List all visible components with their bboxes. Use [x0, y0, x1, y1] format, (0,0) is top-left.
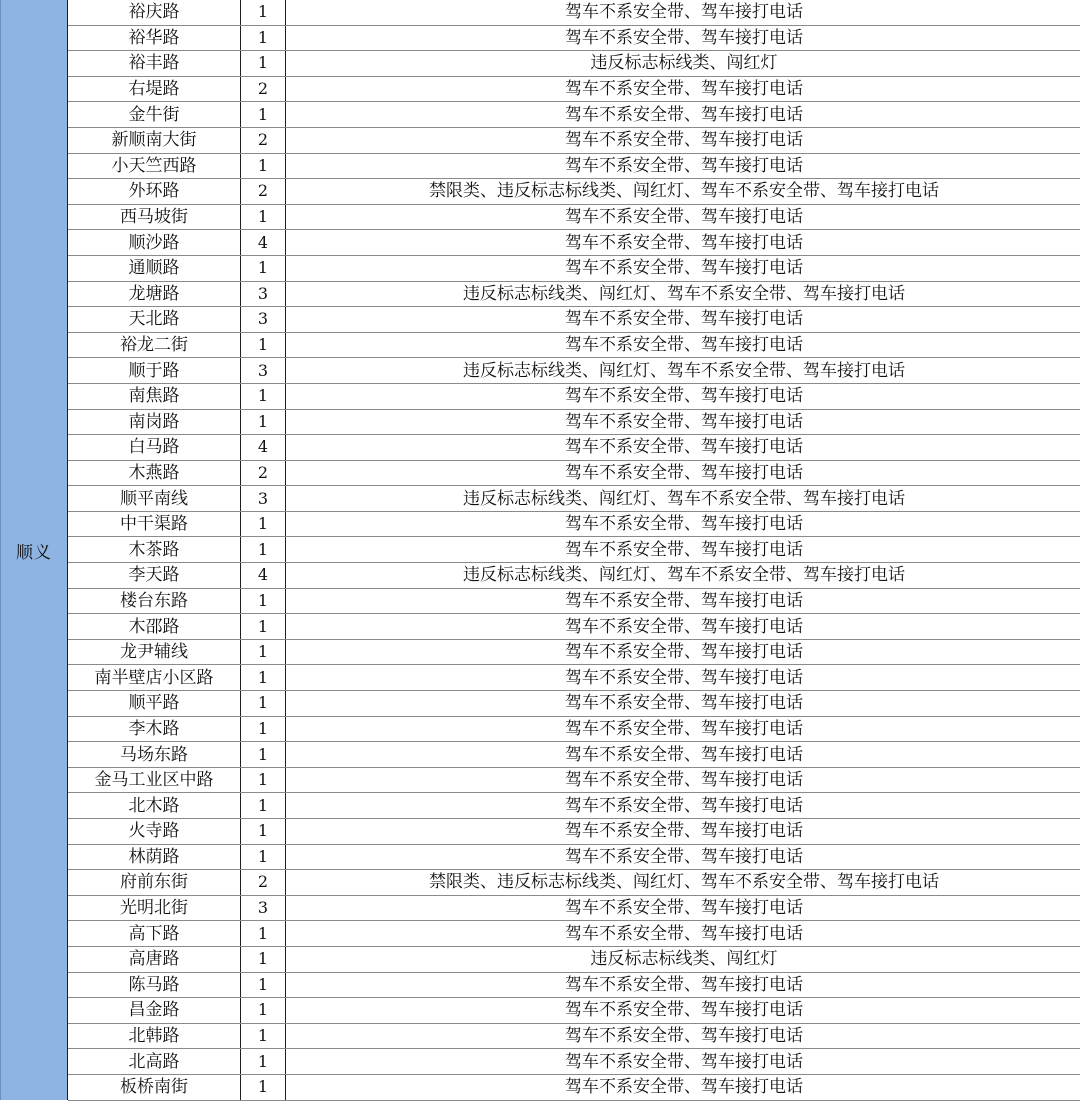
violation-count-cell: 3	[241, 895, 286, 921]
road-name-cell: 裕丰路	[68, 51, 241, 77]
violation-types-cell: 驾车不系安全带、驾车接打电话	[286, 460, 1080, 486]
violation-types-cell: 驾车不系安全带、驾车接打电话	[286, 819, 1080, 845]
violation-count-cell: 3	[241, 307, 286, 333]
road-name-cell: 南岗路	[68, 409, 241, 435]
table-row	[68, 563, 1080, 589]
road-name-cell: 北高路	[68, 1049, 241, 1075]
violation-types-cell: 驾车不系安全带、驾车接打电话	[286, 204, 1080, 230]
table-row	[68, 895, 1080, 921]
violation-types-cell: 驾车不系安全带、驾车接打电话	[286, 230, 1080, 256]
violation-count-cell: 1	[241, 1023, 286, 1049]
violation-count-cell: 4	[241, 563, 286, 589]
table-row	[68, 281, 1080, 307]
road-name-cell: 白马路	[68, 435, 241, 461]
violation-count-cell: 1	[241, 0, 286, 25]
violation-table	[68, 0, 1080, 1101]
table-row	[68, 1049, 1080, 1075]
road-name-cell: 顺平南线	[68, 486, 241, 512]
road-name-cell: 龙塘路	[68, 281, 241, 307]
table-row	[68, 0, 1080, 25]
violation-types-cell: 禁限类、违反标志标线类、闯红灯、驾车不系安全带、驾车接打电话	[286, 870, 1080, 896]
road-name-cell: 南半壁店小区路	[68, 665, 241, 691]
violation-count-cell: 1	[241, 972, 286, 998]
violation-count-cell: 1	[241, 204, 286, 230]
violation-types-cell: 违反标志标线类、闯红灯、驾车不系安全带、驾车接打电话	[286, 358, 1080, 384]
violation-types-cell: 驾车不系安全带、驾车接打电话	[286, 255, 1080, 281]
road-name-cell: 新顺南大街	[68, 127, 241, 153]
violation-count-cell: 1	[241, 332, 286, 358]
violation-types-cell: 驾车不系安全带、驾车接打电话	[286, 307, 1080, 333]
violation-count-cell: 1	[241, 383, 286, 409]
violation-types-cell: 驾车不系安全带、驾车接打电话	[286, 1023, 1080, 1049]
violation-types-cell: 违反标志标线类、闯红灯、驾车不系安全带、驾车接打电话	[286, 281, 1080, 307]
table-row	[68, 793, 1080, 819]
violation-count-cell: 1	[241, 844, 286, 870]
violation-types-cell: 驾车不系安全带、驾车接打电话	[286, 25, 1080, 51]
road-name-cell: 高唐路	[68, 946, 241, 972]
violation-count-cell: 1	[241, 614, 286, 640]
violation-types-cell: 驾车不系安全带、驾车接打电话	[286, 998, 1080, 1024]
road-name-cell: 高下路	[68, 921, 241, 947]
road-name-cell: 木茶路	[68, 537, 241, 563]
violation-count-cell: 2	[241, 179, 286, 205]
district-cell: 顺义	[0, 0, 68, 1100]
table-row	[68, 665, 1080, 691]
table-row	[68, 204, 1080, 230]
violation-types-cell: 驾车不系安全带、驾车接打电话	[286, 332, 1080, 358]
violation-types-cell: 驾车不系安全带、驾车接打电话	[286, 537, 1080, 563]
table-row	[68, 537, 1080, 563]
violation-types-cell: 禁限类、违反标志标线类、闯红灯、驾车不系安全带、驾车接打电话	[286, 179, 1080, 205]
violation-types-cell: 驾车不系安全带、驾车接打电话	[286, 1074, 1080, 1100]
road-name-cell: 光明北街	[68, 895, 241, 921]
violation-count-cell: 3	[241, 358, 286, 384]
road-name-cell: 南焦路	[68, 383, 241, 409]
road-name-cell: 木燕路	[68, 460, 241, 486]
road-name-cell: 顺于路	[68, 358, 241, 384]
road-name-cell: 林荫路	[68, 844, 241, 870]
road-name-cell: 天北路	[68, 307, 241, 333]
violation-types-cell: 驾车不系安全带、驾车接打电话	[286, 716, 1080, 742]
violation-types-cell: 驾车不系安全带、驾车接打电话	[286, 383, 1080, 409]
violation-types-cell: 驾车不系安全带、驾车接打电话	[286, 153, 1080, 179]
table-row	[68, 435, 1080, 461]
table-row	[68, 614, 1080, 640]
violation-types-cell: 驾车不系安全带、驾车接打电话	[286, 435, 1080, 461]
violation-types-cell: 驾车不系安全带、驾车接打电话	[286, 895, 1080, 921]
violation-types-cell: 驾车不系安全带、驾车接打电话	[286, 921, 1080, 947]
road-name-cell: 龙尹辅线	[68, 639, 241, 665]
road-name-cell: 西马坡街	[68, 204, 241, 230]
table-row	[68, 460, 1080, 486]
table-row	[68, 51, 1080, 77]
violation-count-cell: 1	[241, 716, 286, 742]
table-row	[68, 511, 1080, 537]
violation-count-cell: 1	[241, 511, 286, 537]
table-row	[68, 383, 1080, 409]
road-name-cell: 通顺路	[68, 255, 241, 281]
violation-types-cell: 违反标志标线类、闯红灯	[286, 51, 1080, 77]
road-name-cell: 木邵路	[68, 614, 241, 640]
table-row	[68, 127, 1080, 153]
table-row	[68, 307, 1080, 333]
violation-types-cell: 驾车不系安全带、驾车接打电话	[286, 639, 1080, 665]
violation-types-cell: 驾车不系安全带、驾车接打电话	[286, 767, 1080, 793]
violation-types-cell: 违反标志标线类、闯红灯、驾车不系安全带、驾车接打电话	[286, 563, 1080, 589]
table-row	[68, 255, 1080, 281]
table-row	[68, 819, 1080, 845]
violation-count-cell: 1	[241, 691, 286, 717]
violation-count-cell: 1	[241, 921, 286, 947]
violation-count-cell: 1	[241, 537, 286, 563]
road-name-cell: 金马工业区中路	[68, 767, 241, 793]
table-row	[68, 921, 1080, 947]
violation-count-cell: 1	[241, 639, 286, 665]
violation-count-cell: 1	[241, 998, 286, 1024]
table-row	[68, 972, 1080, 998]
table-row	[68, 25, 1080, 51]
road-name-cell: 李天路	[68, 563, 241, 589]
table-row	[68, 486, 1080, 512]
table-row	[68, 409, 1080, 435]
road-name-cell: 顺平路	[68, 691, 241, 717]
road-name-cell: 北韩路	[68, 1023, 241, 1049]
road-name-cell: 板桥南街	[68, 1074, 241, 1100]
violation-types-cell: 驾车不系安全带、驾车接打电话	[286, 409, 1080, 435]
violation-types-cell: 驾车不系安全带、驾车接打电话	[286, 844, 1080, 870]
road-name-cell: 小天竺西路	[68, 153, 241, 179]
road-name-cell: 顺沙路	[68, 230, 241, 256]
violation-types-cell: 驾车不系安全带、驾车接打电话	[286, 691, 1080, 717]
road-name-cell: 府前东街	[68, 870, 241, 896]
violation-count-cell: 4	[241, 435, 286, 461]
road-name-cell: 裕龙二街	[68, 332, 241, 358]
violation-count-cell: 2	[241, 870, 286, 896]
violation-count-cell: 1	[241, 742, 286, 768]
violation-types-cell: 驾车不系安全带、驾车接打电话	[286, 972, 1080, 998]
road-name-cell: 楼台东路	[68, 588, 241, 614]
violation-types-cell: 驾车不系安全带、驾车接打电话	[286, 665, 1080, 691]
violation-types-cell: 驾车不系安全带、驾车接打电话	[286, 1049, 1080, 1075]
violation-types-cell: 驾车不系安全带、驾车接打电话	[286, 511, 1080, 537]
violation-types-cell: 驾车不系安全带、驾车接打电话	[286, 588, 1080, 614]
table-row	[68, 639, 1080, 665]
road-name-cell: 裕华路	[68, 25, 241, 51]
table-row	[68, 230, 1080, 256]
violation-count-cell: 1	[241, 819, 286, 845]
violation-count-cell: 1	[241, 665, 286, 691]
violation-types-cell: 驾车不系安全带、驾车接打电话	[286, 0, 1080, 25]
road-name-cell: 外环路	[68, 179, 241, 205]
table-row	[68, 1023, 1080, 1049]
table-row	[68, 153, 1080, 179]
road-name-cell: 昌金路	[68, 998, 241, 1024]
violation-types-cell: 违反标志标线类、闯红灯	[286, 946, 1080, 972]
violation-count-cell: 1	[241, 102, 286, 128]
violation-count-cell: 2	[241, 76, 286, 102]
violation-types-cell: 驾车不系安全带、驾车接打电话	[286, 127, 1080, 153]
table-row	[68, 358, 1080, 384]
violation-count-cell: 1	[241, 767, 286, 793]
table-row	[68, 870, 1080, 896]
violation-count-cell: 3	[241, 486, 286, 512]
violation-types-cell: 驾车不系安全带、驾车接打电话	[286, 76, 1080, 102]
road-name-cell: 陈马路	[68, 972, 241, 998]
violation-count-cell: 1	[241, 1074, 286, 1100]
violation-count-cell: 2	[241, 460, 286, 486]
violation-count-cell: 1	[241, 946, 286, 972]
road-name-cell: 中干渠路	[68, 511, 241, 537]
road-name-cell: 北木路	[68, 793, 241, 819]
violation-types-cell: 驾车不系安全带、驾车接打电话	[286, 614, 1080, 640]
violation-count-cell: 1	[241, 255, 286, 281]
violation-count-cell: 1	[241, 793, 286, 819]
violation-count-cell: 1	[241, 51, 286, 77]
violation-count-cell: 1	[241, 25, 286, 51]
violation-count-cell: 2	[241, 127, 286, 153]
road-name-cell: 火寺路	[68, 819, 241, 845]
road-name-cell: 右堤路	[68, 76, 241, 102]
table-row	[68, 742, 1080, 768]
table-row	[68, 998, 1080, 1024]
table-row	[68, 1074, 1080, 1100]
violation-count-cell: 1	[241, 409, 286, 435]
road-name-cell: 裕庆路	[68, 0, 241, 25]
table-row	[68, 102, 1080, 128]
violation-types-cell: 驾车不系安全带、驾车接打电话	[286, 793, 1080, 819]
road-name-cell: 金牛街	[68, 102, 241, 128]
table-row	[68, 76, 1080, 102]
violation-types-cell: 违反标志标线类、闯红灯、驾车不系安全带、驾车接打电话	[286, 486, 1080, 512]
table-body	[68, 0, 1080, 1100]
violation-count-cell: 1	[241, 588, 286, 614]
table-row	[68, 332, 1080, 358]
table-row	[68, 588, 1080, 614]
table-row	[68, 844, 1080, 870]
table-row	[68, 946, 1080, 972]
violation-types-cell: 驾车不系安全带、驾车接打电话	[286, 742, 1080, 768]
road-name-cell: 马场东路	[68, 742, 241, 768]
table-row	[68, 716, 1080, 742]
violation-types-cell: 驾车不系安全带、驾车接打电话	[286, 102, 1080, 128]
violation-count-cell: 4	[241, 230, 286, 256]
table-row	[68, 767, 1080, 793]
table-row	[68, 179, 1080, 205]
table-row	[68, 691, 1080, 717]
violation-count-cell: 1	[241, 1049, 286, 1075]
road-name-cell: 李木路	[68, 716, 241, 742]
violation-count-cell: 3	[241, 281, 286, 307]
violation-count-cell: 1	[241, 153, 286, 179]
